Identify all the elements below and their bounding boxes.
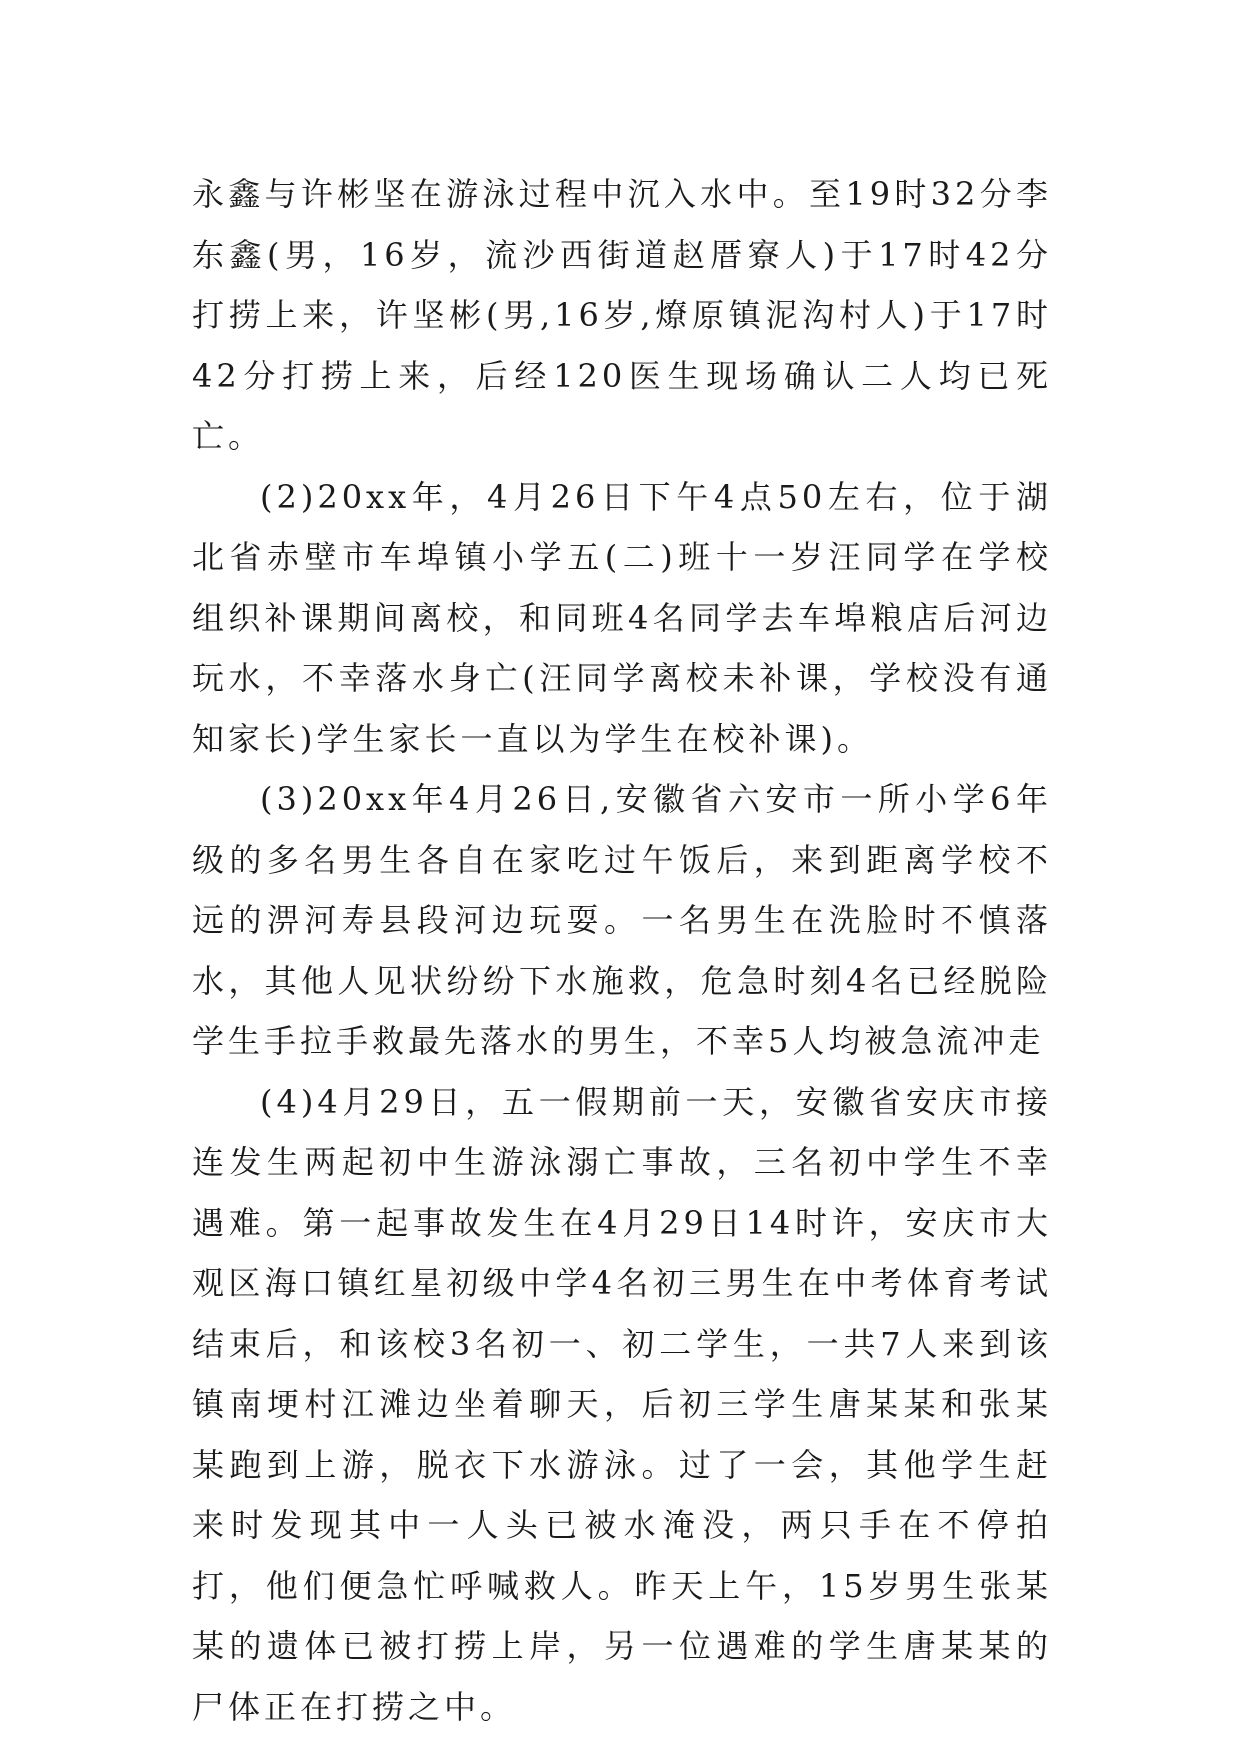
document-body xyxy=(192,164,1052,1737)
paragraph-drowning-case-2: (2)20xx年，4月26日下午4点50左右，位于湖北省赤壁市车埠镇小学五(二)班十一岁汪同学在学校组织补课期间离校，和同班4名同学去车埠粮店后河边玩水，不幸落水身亡(汪同学离校未补课，学校没有通知家长)学生家长一直以为学生在校补课)。 xyxy=(192,477,1052,758)
paragraph-drowning-case-1-continued: 永鑫与许彬坚在游泳过程中沉入水中。至19时32分李东鑫(男，16岁，流沙西街道赵厝寮人)于17时42分打捞上来，许坚彬(男,16岁,燎原镇泥沟村人)于17时42分打捞上来，后经120医生现场确认二人均已死亡。 xyxy=(192,175,1052,455)
paragraph-drowning-case-3: (3)20xx年4月26日,安徽省六安市一所小学6年级的多名男生各自在家吃过午饭后，来到距离学校不远的淠河寿县段河边玩耍。一名男生在洗脸时不慎落水，其他人见状纷纷下水施救，危急时刻4名已经脱险学生手拉手救最先落水的男生，不幸5人均被急流冲走 xyxy=(192,780,1052,1060)
paragraph-drowning-case-4: (4)4月29日，五一假期前一天，安徽省安庆市接连发生两起初中生游泳溺亡事故，三名初中学生不幸遇难。第一起事故发生在4月29日14时许，安庆市大观区海口镇红星初级中学4名初三男生在中考体育考试结束后，和该校3名初一、初二学生，一共7人来到该镇南埂村江滩边坐着聊天，后初三学生唐某某和张某某跑到上游，脱衣下水游泳。过了一会，其他学生赶来时发现其中一人头已被水淹没，两只手在不停拍打，他们便急忙呼喊救人。昨天上午，15岁男生张某某的遗体已被打捞上岸，另一位遇难的学生唐某某的尸体正在打捞之中。 xyxy=(192,1082,1052,1726)
